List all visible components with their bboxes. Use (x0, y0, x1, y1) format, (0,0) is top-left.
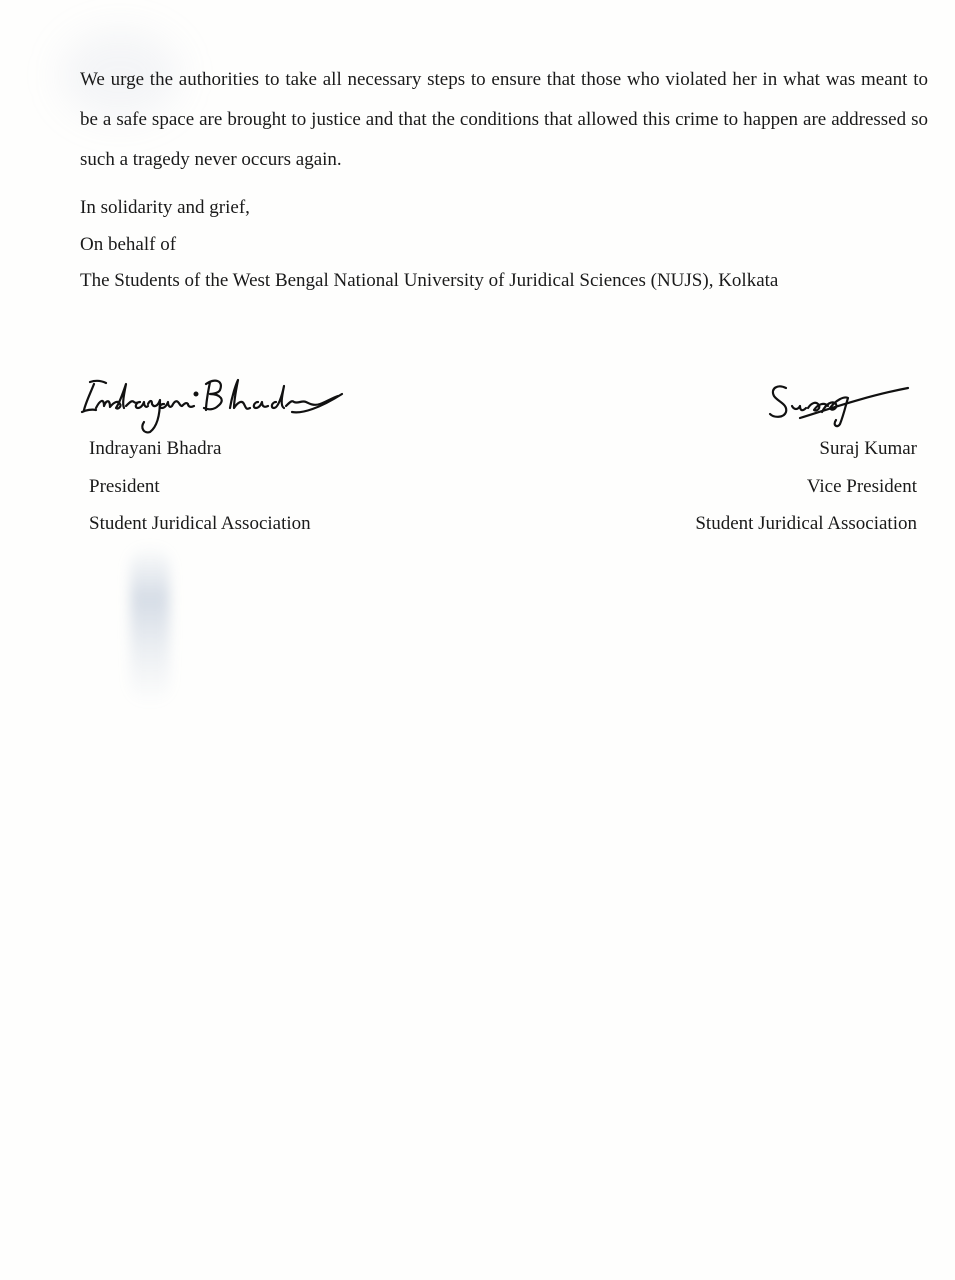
signature-vice-president (766, 374, 916, 430)
vice-president-name: Suraj Kumar (819, 438, 917, 459)
president-name: Indrayani Bhadra (89, 438, 222, 459)
paper-smudge (130, 545, 170, 705)
closing-block (80, 190, 778, 300)
vice-president-role: Vice President (806, 475, 917, 497)
closing-behalf: On behalf of (80, 233, 177, 255)
president-role: President (89, 475, 160, 497)
signatory-president (89, 430, 311, 543)
president-organization: Student Juridical Association (89, 513, 311, 534)
vice-president-organization: Student Juridical Association (695, 513, 917, 534)
closing-organization: The Students of the West Bengal National University of Juridical Sciences (NUJS), Kolkata (80, 270, 779, 291)
signatory-vice-president (695, 430, 917, 543)
closing-salutation: In solidarity and grief, (80, 197, 250, 218)
body-paragraph: We urge the authorities to take all necessary steps to ensure that those who violated her in what was meant to be a safe space are brought to justice and that the conditions that allowed this crime to happen are addressed so such a tragedy never occurs again. (80, 69, 928, 170)
